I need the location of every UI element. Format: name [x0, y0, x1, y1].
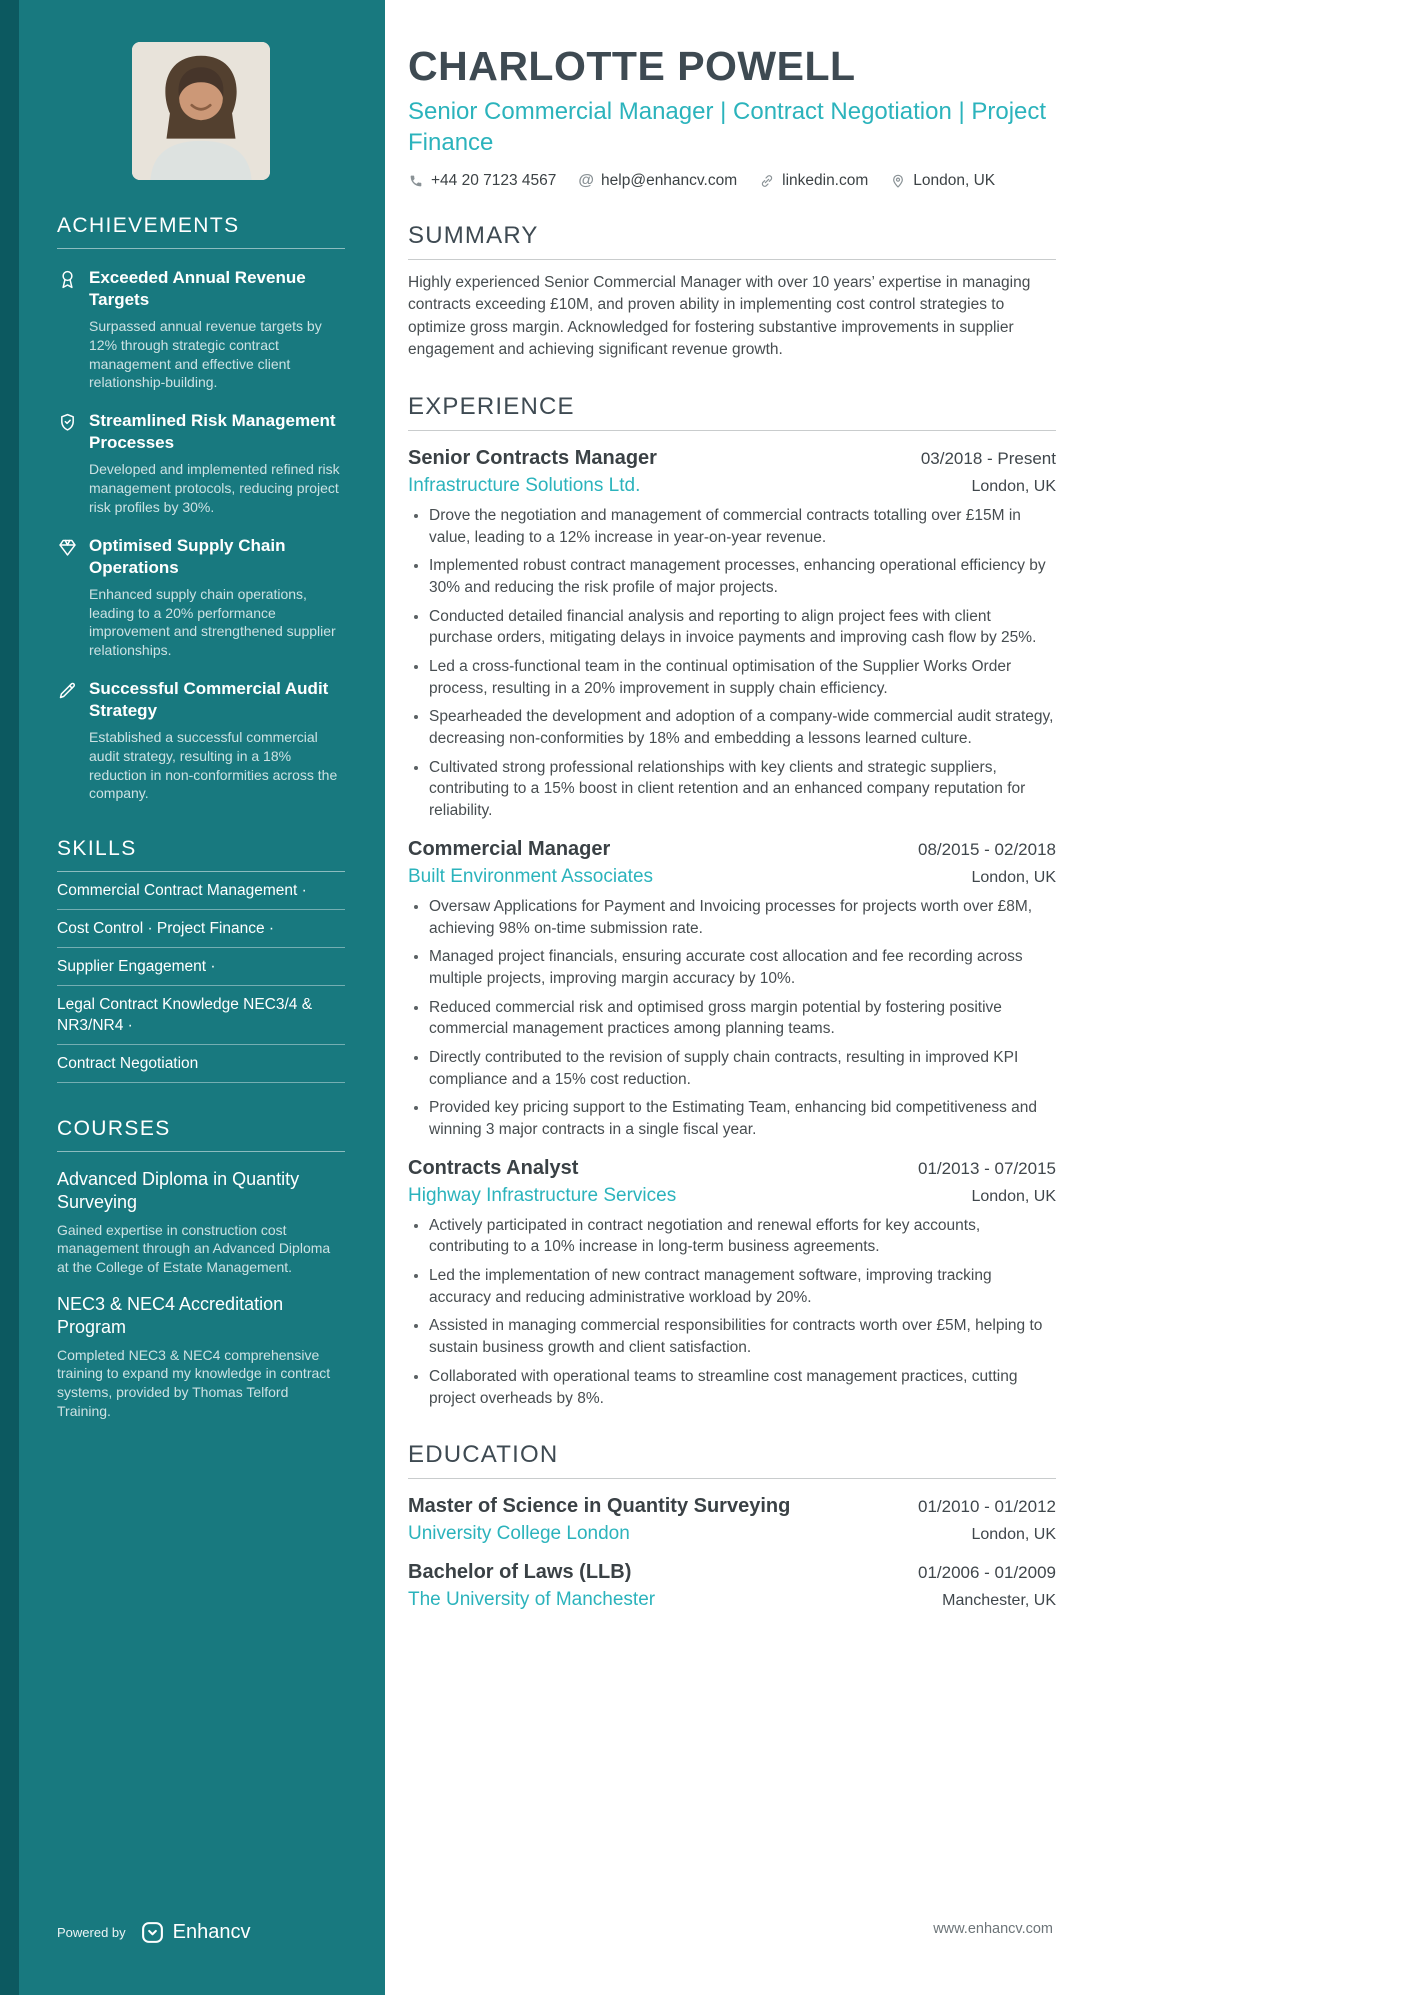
contact-email[interactable]: [578, 172, 737, 190]
achievement-title: Exceeded Annual Revenue Targets: [89, 268, 306, 310]
achievement-description: Established a successful commercial audit strategy, resulting in a 18% reduction in non-conformities across the company.: [89, 729, 338, 802]
medal-icon: [57, 267, 79, 392]
bullet: • Conducted detailed financial analysis and reporting to align project fees with client purchase orders, mitigating delays in invoice payments and improving cash flow by 25%.: [429, 606, 1056, 649]
company-name: Infrastructure Solutions Ltd.: [408, 474, 641, 496]
experience-section: [408, 393, 1056, 1409]
job-title: Senior Contracts Manager: [408, 446, 657, 469]
degree-title: Master of Science in Quantity Surveying: [408, 1495, 791, 1518]
school-location: London, UK: [971, 1526, 1056, 1544]
school-name: The University of Manchester: [408, 1589, 656, 1611]
job-dates: 03/2018 - Present: [920, 448, 1056, 468]
person-name: CHARLOTTE POWELL: [408, 43, 856, 89]
education-heading: EDUCATION: [408, 1441, 1056, 1479]
bullet: • Led a cross-functional team in the continual optimisation of the Supplier Works Order process, resulting in a 20% improvement in supply chain efficiency.: [429, 656, 1056, 699]
job-bullets: [408, 896, 1056, 1141]
degree-title: Bachelor of Laws (LLB): [408, 1561, 632, 1584]
achievement-item: [57, 410, 345, 516]
enhancv-site-link[interactable]: www.enhancv.com: [933, 1921, 1053, 1937]
company-name: Built Environment Associates: [408, 865, 654, 887]
bullet: • Managed project financials, ensuring accurate cost allocation and fee recording across multiple projects, improving margin accuracy by 10%.: [429, 946, 1056, 989]
job-location: London, UK: [971, 868, 1056, 886]
award-icon: [57, 410, 79, 516]
bullet: • Drove the negotiation and management of commercial contracts totalling over £15M in value, leading to a 12% increase in year-on-year revenue.: [429, 505, 1056, 548]
experience-heading: EXPERIENCE: [408, 393, 1056, 431]
profile-photo: [132, 42, 270, 180]
course-title: Advanced Diploma in Quantity Surveying: [57, 1168, 300, 1213]
job-location: London, UK: [971, 1187, 1056, 1205]
skills-section: [57, 837, 345, 1083]
courses-heading: COURSES: [57, 1117, 345, 1152]
bullet: • Provided key pricing support to the Estimating Team, enhancing bid competitiveness and winning 3 major contracts in a single fiscal year.: [429, 1097, 1056, 1140]
school-location: Manchester, UK: [942, 1592, 1056, 1610]
contact-phone: [408, 172, 556, 190]
job-bullets: [408, 505, 1056, 822]
enhancv-logo-icon: [140, 1920, 165, 1945]
phone-icon: [408, 173, 424, 189]
location-text: London, UK: [913, 172, 996, 190]
summary-text: Highly experienced Senior Commercial Manager with over 10 years’ expertise in managing contracts exceeding £10M, and proven ability in implementing cost control strategies to optimize gross margin. Acknowledged for fostering substantive improvements in supplier engagement and achieving significant revenue growth.: [408, 274, 1031, 358]
pencil-icon: [57, 678, 79, 803]
achievements-section: [57, 214, 345, 803]
achievement-title: Successful Commercial Audit Strategy: [89, 678, 329, 720]
course-item: [57, 1168, 345, 1277]
bullet: • Assisted in managing commercial responsibilities for contracts worth over £5M, helping to sustain business growth and client satisfaction.: [429, 1315, 1056, 1358]
main-content: [408, 0, 1056, 1611]
bullet: • Actively participated in contract negotiation and renewal efforts for key accounts, contributing to a 10% increase in long-term business agreements.: [429, 1215, 1056, 1258]
summary-section: [408, 222, 1056, 361]
experience-entry: [408, 1157, 1056, 1410]
powered-by-label: Powered by: [57, 1925, 126, 1940]
course-item: [57, 1293, 345, 1421]
skill-item: Cost Control · Project Finance ·: [57, 910, 345, 948]
school-name: University College London: [408, 1523, 630, 1545]
bullet: • Collaborated with operational teams to streamline cost management practices, cutting project overheads by 8%.: [429, 1366, 1056, 1409]
bullet: • Reduced commercial risk and optimised gross margin potential by fostering positive commercial management practices among planning teams.: [429, 997, 1056, 1040]
headline: Senior Commercial Manager | Contract Negotiation | Project Finance: [408, 97, 1047, 157]
degree-dates: 01/2010 - 01/2012: [917, 1497, 1056, 1517]
sidebar: [0, 0, 385, 1995]
skill-item: Contract Negotiation: [57, 1045, 345, 1083]
achievements-heading: ACHIEVEMENTS: [57, 214, 345, 249]
job-title: Contracts Analyst: [408, 1156, 579, 1179]
location-pin-icon: [890, 173, 906, 189]
course-description: Gained expertise in construction cost management through an Advanced Diploma at the College of Estate Management.: [57, 1221, 331, 1276]
gem-icon: [57, 535, 79, 660]
course-description: Completed NEC3 & NEC4 comprehensive training to expand my knowledge in contract systems, provided by Thomas Telford Training.: [57, 1346, 331, 1419]
contact-linkedin[interactable]: [759, 172, 868, 190]
skills-heading: SKILLS: [57, 837, 345, 872]
enhancv-logo[interactable]: [140, 1920, 251, 1945]
job-bullets: [408, 1215, 1056, 1410]
skill-item: Legal Contract Knowledge NEC3/4 & NR3/NR4 ·: [57, 986, 345, 1044]
achievement-description: Enhanced supply chain operations, leading to a 20% performance improvement and strengthened supplier relationships.: [89, 585, 336, 659]
achievement-item: [57, 267, 345, 392]
achievement-item: [57, 678, 345, 803]
bullet: • Oversaw Applications for Payment and Invoicing processes for projects worth over £8M, achieving 98% on-time submission rate.: [429, 896, 1056, 939]
bullet: • Cultivated strong professional relationships with key clients and strategic suppliers, contributing to a 15% boost in client retention and an enhanced company reputation for reliability.: [429, 757, 1056, 822]
company-name: Highway Infrastructure Services: [408, 1184, 677, 1206]
powered-by: [57, 1920, 251, 1945]
avatar-illustration: [132, 42, 270, 180]
achievement-item: [57, 535, 345, 660]
contact-location: [890, 172, 995, 190]
job-title: Commercial Manager: [408, 837, 611, 860]
achievement-title: Streamlined Risk Management Processes: [89, 411, 336, 453]
email-text: help@enhancv.com: [601, 172, 738, 190]
achievement-title: Optimised Supply Chain Operations: [89, 535, 286, 577]
summary-heading: SUMMARY: [408, 222, 1056, 260]
experience-entry: [408, 838, 1056, 1141]
skill-item: Commercial Contract Management ·: [57, 872, 345, 910]
bullet: • Directly contributed to the revision of supply chain contracts, resulting in improved KPI compliance and a 15% cost reduction.: [429, 1047, 1056, 1090]
degree-dates: 01/2006 - 01/2009: [917, 1563, 1056, 1583]
contact-row: [408, 172, 1056, 190]
phone-number: +44 20 7123 4567: [431, 172, 557, 190]
education-entry: [408, 1495, 1056, 1545]
job-dates: 08/2015 - 02/2018: [917, 839, 1056, 859]
link-icon: [759, 173, 775, 189]
bullet: • Implemented robust contract management processes, enhancing operational efficiency by 30% and reducing the risk profile of major projects.: [429, 555, 1056, 598]
linkedin-text: linkedin.com: [782, 172, 869, 190]
courses-section: [57, 1117, 345, 1421]
job-location: London, UK: [971, 477, 1056, 495]
education-section: [408, 1441, 1056, 1611]
achievement-description: Surpassed annual revenue targets by 12% through strategic contract management and effective client relationship-building.: [89, 318, 322, 391]
enhancv-logo-text: Enhancv: [172, 1921, 251, 1943]
education-entry: [408, 1561, 1056, 1611]
course-title: NEC3 & NEC4 Accreditation Program: [57, 1293, 284, 1338]
bullet: • Led the implementation of new contract management software, improving tracking accuracy and reducing administrative workload by 20%.: [429, 1265, 1056, 1308]
skill-item: Supplier Engagement ·: [57, 948, 345, 986]
achievement-description: Developed and implemented refined risk management protocols, reducing project risk profiles by 30%.: [89, 461, 340, 515]
experience-entry: [408, 447, 1056, 822]
job-dates: 01/2013 - 07/2015: [917, 1158, 1056, 1178]
bullet: • Spearheaded the development and adoption of a company-wide commercial audit strategy, decreasing non-conformities by 18% and embedding a lessons learned culture.: [429, 706, 1056, 749]
at-icon: @: [578, 172, 595, 190]
